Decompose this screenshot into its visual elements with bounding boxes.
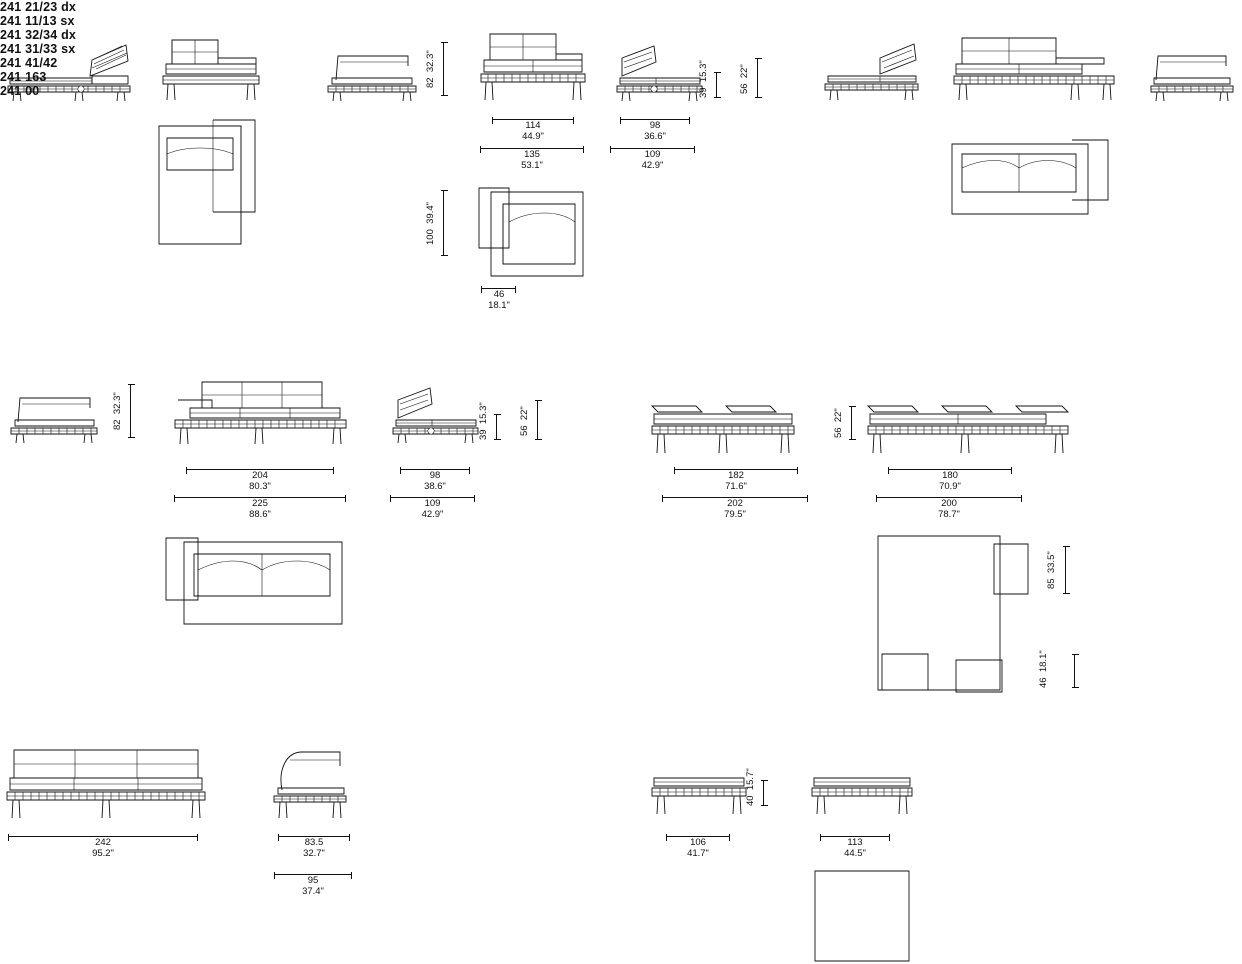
dim-line-56a-v <box>757 58 758 98</box>
dim-135: 135 53.1" <box>521 149 543 171</box>
dim-line-56b-v <box>537 400 538 440</box>
dim-56c: 56 22" <box>833 408 844 438</box>
drawing-241-32-34-dx-front <box>952 30 1120 102</box>
drawing-241-32-34-dx-plan <box>948 136 1136 218</box>
dim-109a: 109 42.9" <box>641 149 664 171</box>
drawing-241-41-42-plan <box>876 532 1036 694</box>
dim-204: 204 80.3" <box>249 470 271 492</box>
drawing-241-11-13-sx-plan <box>475 186 587 280</box>
dim-113: 113 44.5" <box>844 837 866 859</box>
dim-line-82-v <box>443 42 444 96</box>
dim-98b: 98 38.6" <box>424 470 446 492</box>
dim-46b: 46 18.1" <box>1038 650 1049 688</box>
dim-202: 202 79.5" <box>724 498 746 520</box>
group-title-241-11-13-sx: 241 11/13 sx <box>0 14 75 28</box>
drawing-241-11-13-sx-front <box>478 30 588 102</box>
dim-180: 180 70.9" <box>939 470 961 492</box>
dim-83-5: 83.5 32.7" <box>303 837 325 859</box>
drawing-241-31-33-sx-front <box>172 374 350 446</box>
drawing-241-41-42-front-b <box>866 398 1072 456</box>
drawing-241-32-34-dx-side2 <box>1148 36 1236 102</box>
drawing-241-31-33-sx-plan <box>162 534 350 628</box>
dim-100: 100 39.4" <box>425 201 436 245</box>
dim-98a: 98 36.6" <box>644 120 666 142</box>
group-title-241-41-42: 241 41/42 <box>0 56 58 70</box>
dim-200: 200 78.7" <box>938 498 960 520</box>
dim-109b: 109 42.9" <box>421 498 444 520</box>
group-title-241-31-33-sx: 241 31/33 sx <box>0 42 76 56</box>
dim-85: 85 33.5" <box>1046 551 1057 589</box>
dim-line-100-v <box>443 190 444 256</box>
drawing-241-00-front-a <box>650 772 748 816</box>
group-title-241-21-23-dx: 241 21/23 dx <box>0 0 77 14</box>
dim-line-40-v <box>763 780 764 806</box>
dim-line-46b-v <box>1074 654 1075 688</box>
dim-39b: 39 15.3" <box>478 402 489 440</box>
dim-182: 182 71.6" <box>725 470 747 492</box>
dim-56a: 56 22" <box>739 64 750 94</box>
dim-106: 106 41.7" <box>687 837 709 859</box>
dim-95: 95 37.4" <box>302 875 324 897</box>
drawing-241-31-33-sx-side <box>6 378 100 444</box>
dim-46a: 46 18.1" <box>488 289 510 311</box>
dim-line-82b-v <box>130 384 131 438</box>
drawing-241-00-front-b <box>810 772 914 816</box>
dim-line-56c-v <box>851 406 852 440</box>
dim-39a: 39 15.3" <box>698 60 709 98</box>
dim-line-39a-v <box>716 72 717 98</box>
group-title-241-163: 241 163 <box>0 70 47 84</box>
drawing-241-41-42-front-a <box>650 398 796 456</box>
dim-114: 114 44.9" <box>522 120 544 142</box>
drawing-241-11-13-sx-side2 <box>612 36 704 102</box>
drawing-241-163-side <box>268 744 350 820</box>
group-title-241-00: 241 00 <box>0 84 40 98</box>
dim-line-39b-v <box>496 414 497 440</box>
drawing-241-21-23-dx-plan <box>155 116 261 246</box>
drawing-241-31-33-sx-side2 <box>388 378 480 444</box>
drawing-241-32-34-dx-side <box>822 34 920 102</box>
drawing-241-00-plan <box>812 868 912 964</box>
group-title-241-32-34-dx: 241 32/34 dx <box>0 28 77 42</box>
dim-40: 40 15.7" <box>745 768 756 806</box>
dim-line-85-v <box>1065 546 1066 594</box>
dim-82b: 82 32.3" <box>112 392 123 430</box>
drawing-241-21-23-dx-front <box>160 34 262 102</box>
dim-82: 82 32.3" <box>425 50 436 88</box>
drawing-241-163-front <box>4 744 210 820</box>
drawing-241-11-13-sx-side <box>322 36 418 102</box>
drawing-241-21-23-dx-side <box>6 36 132 102</box>
dim-242: 242 95.2" <box>92 837 114 859</box>
dim-56b: 56 22" <box>519 406 530 436</box>
dim-225: 225 88.6" <box>249 498 271 520</box>
